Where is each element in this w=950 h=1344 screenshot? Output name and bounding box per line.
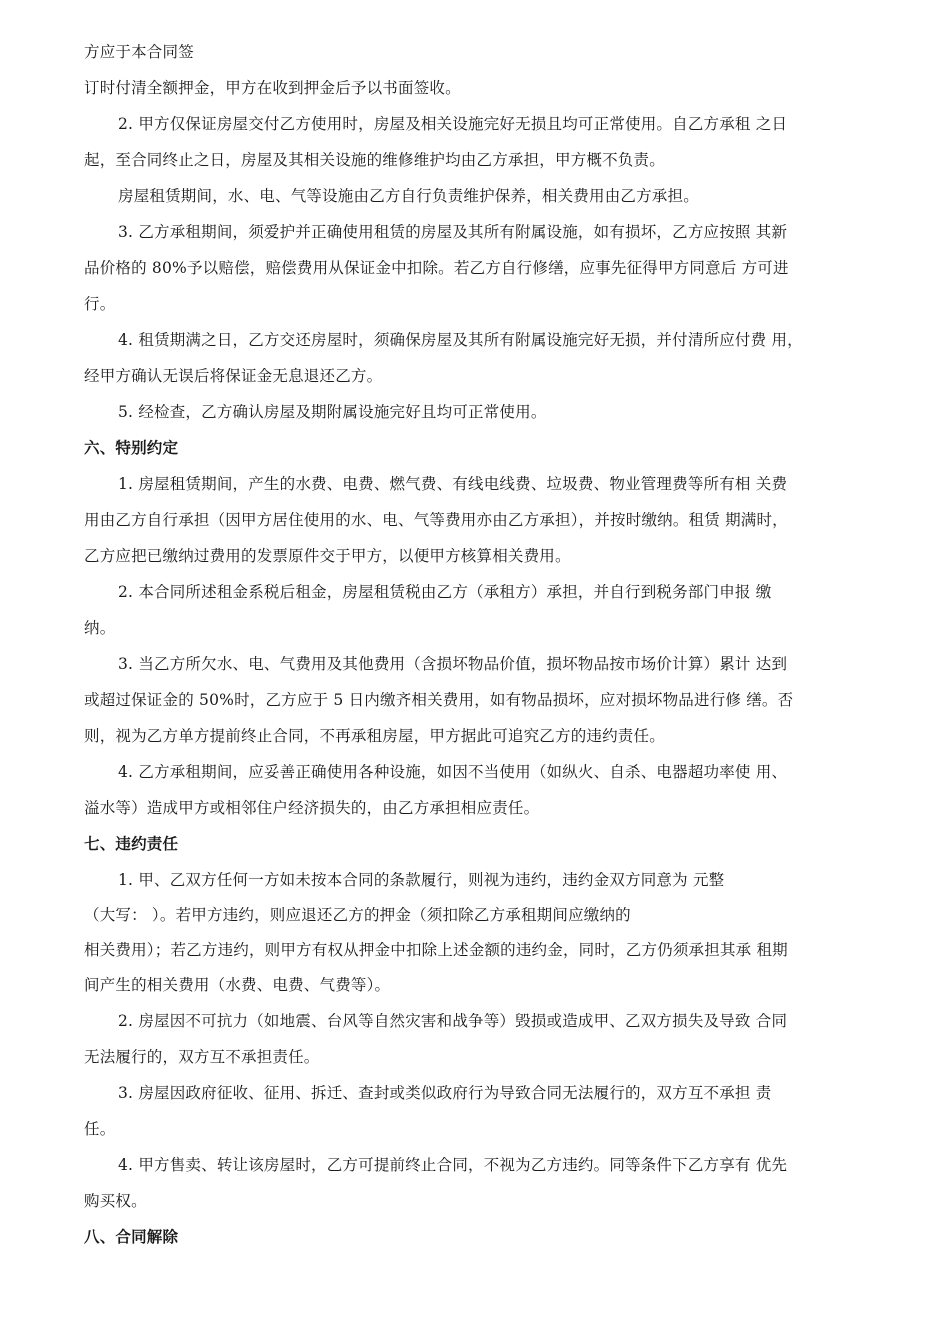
text-line: 1. 甲、乙双方任何一方如未按本合同的条款履行，则视为违约，违约金双方同意为 元整 bbox=[118, 871, 725, 889]
text-line: 2. 房屋因不可抗力（如地震、台风等自然灾害和战争等）毁损或造成甲、乙双方损失及导致 合同 bbox=[118, 1012, 788, 1030]
text-line: 纳。 bbox=[84, 619, 116, 637]
text-line: 品价格的 80%予以赔偿，赔偿费用从保证金中扣除。若乙方自行修缮，应事先征得甲方同意后 方可进 bbox=[84, 259, 789, 277]
text-line: 方应于本合同签 bbox=[84, 43, 194, 61]
section-heading: 六、特别约定 bbox=[84, 438, 179, 457]
text-line: 或超过保证金的 50%时，乙方应于 5 日内缴齐相关费用，如有物品损坏，应对损坏物品进行修 缮。否 bbox=[84, 691, 794, 709]
text-line: 3. 当乙方所欠水、电、气费用及其他费用（含损坏物品价值，损坏物品按市场价计算）累计 达到 bbox=[118, 655, 788, 673]
text-line: 4. 甲方售卖、转让该房屋时，乙方可提前终止合同，不视为乙方违约。同等条件下乙方享有 优先 bbox=[118, 1156, 788, 1174]
text-line: 间产生的相关费用（水费、电费、气费等）。 bbox=[84, 976, 391, 994]
text-line: 房屋租赁期间，水、电、气等设施由乙方自行负责维护保养，相关费用由乙方承担。 bbox=[118, 187, 699, 205]
text-line: 2. 本合同所述租金系税后租金，房屋租赁税由乙方（承租方）承担，并自行到税务部门申报 缴 bbox=[118, 583, 772, 601]
text-line: 行。 bbox=[84, 295, 116, 313]
text-line: 任。 bbox=[84, 1120, 116, 1138]
text-line: 订时付清全额押金，甲方在收到押金后予以书面签收。 bbox=[84, 79, 461, 97]
section-heading: 八、合同解除 bbox=[84, 1227, 179, 1246]
text-line: 溢水等）造成甲方或相邻住户经济损失的，由乙方承担相应责任。 bbox=[84, 799, 540, 817]
text-line: 2. 甲方仅保证房屋交付乙方使用时，房屋及相关设施完好无损且均可正常使用。自乙方承租 之日 bbox=[118, 115, 788, 133]
text-line: 乙方应把已缴纳过费用的发票原件交于甲方，以便甲方核算相关费用。 bbox=[84, 547, 571, 565]
text-line: 经甲方确认无误后将保证金无息退还乙方。 bbox=[84, 367, 383, 385]
text-line: 3. 房屋因政府征收、征用、拆迁、查封或类似政府行为导致合同无法履行的，双方互不承担 责 bbox=[118, 1084, 772, 1102]
text-line: 4. 乙方承租期间，应妥善正确使用各种设施，如因不当使用（如纵火、自杀、电器超功率使 用、 bbox=[118, 763, 788, 781]
text-line: 用由乙方自行承担（因甲方居住使用的水、电、气等费用亦由乙方承担），并按时缴纳。租赁 期满时， bbox=[84, 511, 788, 529]
text-line: 相关费用）；若乙方违约，则甲方有权从押金中扣除上述金额的违约金，同时，乙方仍须承担其承 租期 bbox=[84, 941, 788, 959]
text-line: 购买权。 bbox=[84, 1192, 147, 1210]
text-line: 4. 租赁期满之日，乙方交还房屋时，须确保房屋及其所有附属设施完好无损，并付清所应付费 用， bbox=[118, 331, 803, 349]
text-line: 5. 经检查，乙方确认房屋及期附属设施完好且均可正常使用。 bbox=[118, 403, 547, 421]
text-line: （大写： ）。若甲方违约，则应退还乙方的押金（须扣除乙方承租期间应缴纳的 bbox=[84, 906, 631, 924]
text-line: 起，至合同终止之日，房屋及其相关设施的维修维护均由乙方承担，甲方概不负责。 bbox=[84, 151, 665, 169]
section-heading: 七、违约责任 bbox=[84, 834, 179, 853]
text-line: 则，视为乙方单方提前终止合同，不再承租房屋，甲方据此可追究乙方的违约责任。 bbox=[84, 727, 665, 745]
text-line: 1. 房屋租赁期间，产生的水费、电费、燃气费、有线电线费、垃圾费、物业管理费等所有相 关费 bbox=[118, 475, 788, 493]
text-line: 无法履行的，双方互不承担责任。 bbox=[84, 1048, 320, 1066]
text-line: 3. 乙方承租期间，须爱护并正确使用租赁的房屋及其所有附属设施，如有损坏，乙方应按照 其新 bbox=[118, 223, 788, 241]
